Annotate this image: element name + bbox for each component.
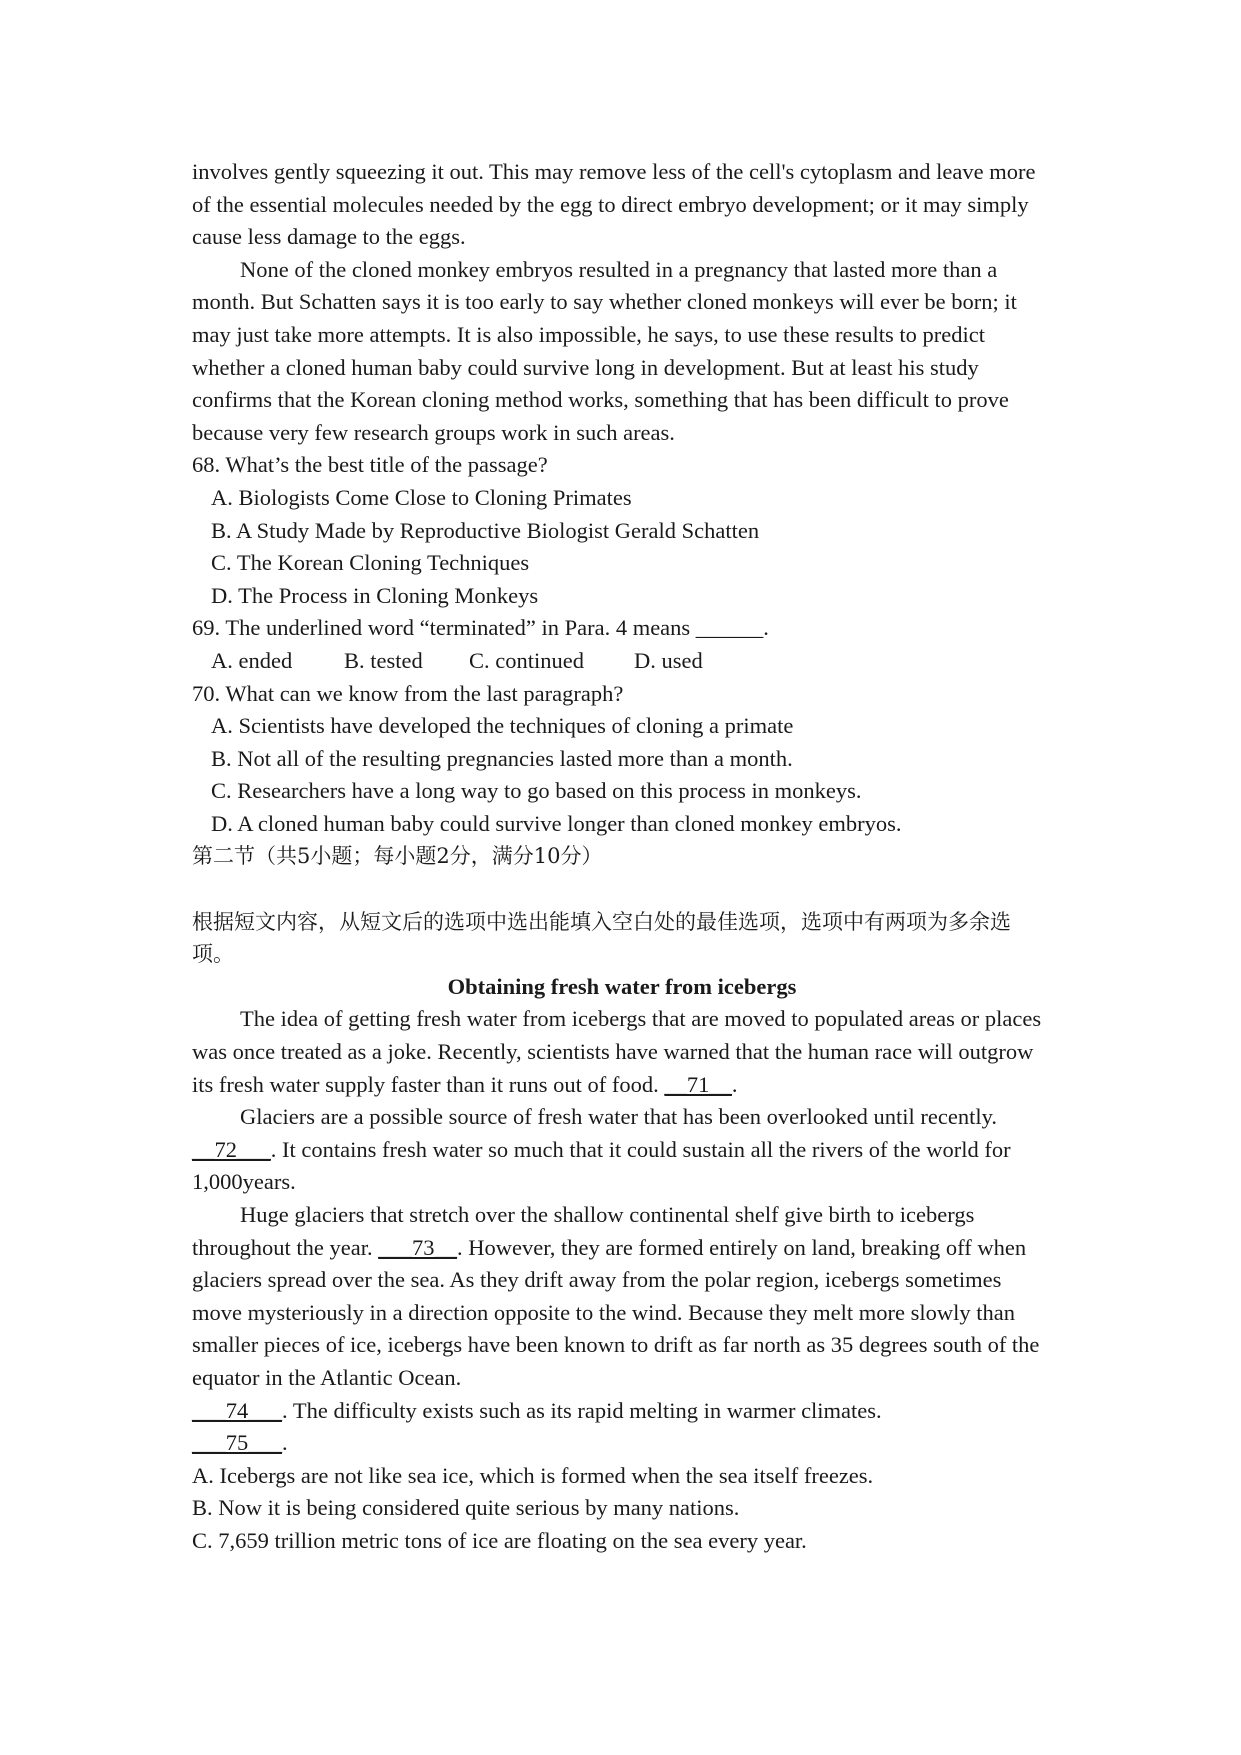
choice-b: B. Now it is being considered quite serious by many nations. bbox=[192, 1495, 740, 1521]
passage2-paragraph-5 bbox=[192, 1427, 1052, 1460]
blank-75: ___75___ bbox=[192, 1430, 282, 1456]
passage2-paragraph-1 bbox=[192, 1003, 1052, 1101]
paragraph-text: Huge glaciers that stretch over the shallow continental shelf give birth to icebergs throughout the year. bbox=[192, 1202, 975, 1260]
passage2-paragraph-2 bbox=[192, 1101, 1052, 1199]
blank-72: __72___ bbox=[192, 1136, 271, 1162]
question-69-option-d: D. used bbox=[634, 647, 703, 673]
question-69-option-a: A. ended bbox=[211, 647, 293, 673]
paragraph-text: . The difficulty exists such as its rapid melting in warmer climates. bbox=[282, 1397, 882, 1423]
passage-title: Obtaining fresh water from icebergs bbox=[447, 973, 797, 999]
passage2-paragraph-4 bbox=[192, 1395, 1052, 1428]
question-68-option-c: C. The Korean Cloning Techniques bbox=[211, 550, 530, 576]
paragraph-text: . bbox=[282, 1430, 288, 1456]
question-68-stem: 68. What’s the best title of the passage? bbox=[192, 452, 548, 478]
question-69-option-c: C. continued bbox=[469, 647, 584, 673]
choice-a: A. Icebergs are not like sea ice, which is formed when the sea itself freezes. bbox=[192, 1462, 874, 1488]
spacer bbox=[192, 873, 1052, 906]
blank-71: __71__ bbox=[664, 1071, 732, 1097]
question-70-option-b: B. Not all of the resulting pregnancies lasted more than a month. bbox=[211, 745, 793, 771]
passage-paragraph-continued: involves gently squeezing it out. This may remove less of the cell's cytoplasm and leave more of the essential molecules needed by the egg to direct embryo development; or it may simply cause less damage to the eggs. bbox=[192, 159, 1036, 250]
paragraph-text: . It contains fresh water so much that it could sustain all the rivers of the world for 1,000years. bbox=[192, 1136, 1011, 1195]
question-68-option-d: D. The Process in Cloning Monkeys bbox=[211, 582, 539, 608]
question-69-options bbox=[192, 645, 1052, 678]
section-heading: 第二节（共5小题；每小题2分，满分10分） bbox=[192, 844, 603, 869]
question-69-stem: 69. The underlined word “terminated” in Para. 4 means ______. bbox=[192, 615, 769, 641]
question-70-option-d: D. A cloned human baby could survive longer than cloned monkey embryos. bbox=[211, 810, 902, 836]
passage-last-paragraph: None of the cloned monkey embryos resulted in a pregnancy that lasted more than a month. But Schatten says it is too early to say whether cloned monkeys will ever be born; it may just take more attempts. It is also impossible, he says, to use these results to predict whether a cloned human baby could survive long in development. But at least his study confirms that the Korean cloning method works, something that has been difficult to prove because very few research groups work in such areas. bbox=[192, 256, 1017, 445]
section-instruction: 根据短文内容，从短文后的选项中选出能填入空白处的最佳选项，选项中有两项为多余选项。 bbox=[192, 909, 1011, 967]
document-page bbox=[192, 156, 1052, 1558]
blank-74: ___74___ bbox=[192, 1397, 282, 1423]
passage2-paragraph-3 bbox=[192, 1199, 1052, 1395]
question-70-stem: 70. What can we know from the last paragraph? bbox=[192, 680, 624, 706]
paragraph-text: . bbox=[731, 1071, 738, 1097]
question-68-option-a: A. Biologists Come Close to Cloning Primates bbox=[211, 484, 632, 510]
paragraph-text: . However, they are formed entirely on land, breaking off when glaciers spread over the sea. As they drift away from the polar region, icebergs sometimes move mysteriously in a direction opposite to the wind. Because they melt more slowly than smaller pieces of ice, icebergs have been known to drift as far north as 35 degrees south of the equator in the Atlantic Ocean. bbox=[192, 1234, 1040, 1390]
question-69-option-b: B. tested bbox=[344, 647, 423, 673]
paragraph-text: Glaciers are a possible source of fresh water that has been overlooked until recently. bbox=[240, 1104, 997, 1130]
choice-c: C. 7,659 trillion metric tons of ice are floating on the sea every year. bbox=[192, 1527, 807, 1553]
question-70-option-c: C. Researchers have a long way to go based on this process in monkeys. bbox=[211, 778, 862, 804]
paragraph-text: The idea of getting fresh water from icebergs that are moved to populated areas or places was once treated as a joke. Recently, scientists have warned that the human race will outgrow its fresh water supply faster than it runs out of food. bbox=[192, 1006, 1042, 1097]
question-70-option-a: A. Scientists have developed the techniques of cloning a primate bbox=[211, 713, 794, 739]
question-68-option-b: B. A Study Made by Reproductive Biologist Gerald Schatten bbox=[211, 517, 760, 543]
blank-73: ___73__ bbox=[378, 1234, 457, 1260]
